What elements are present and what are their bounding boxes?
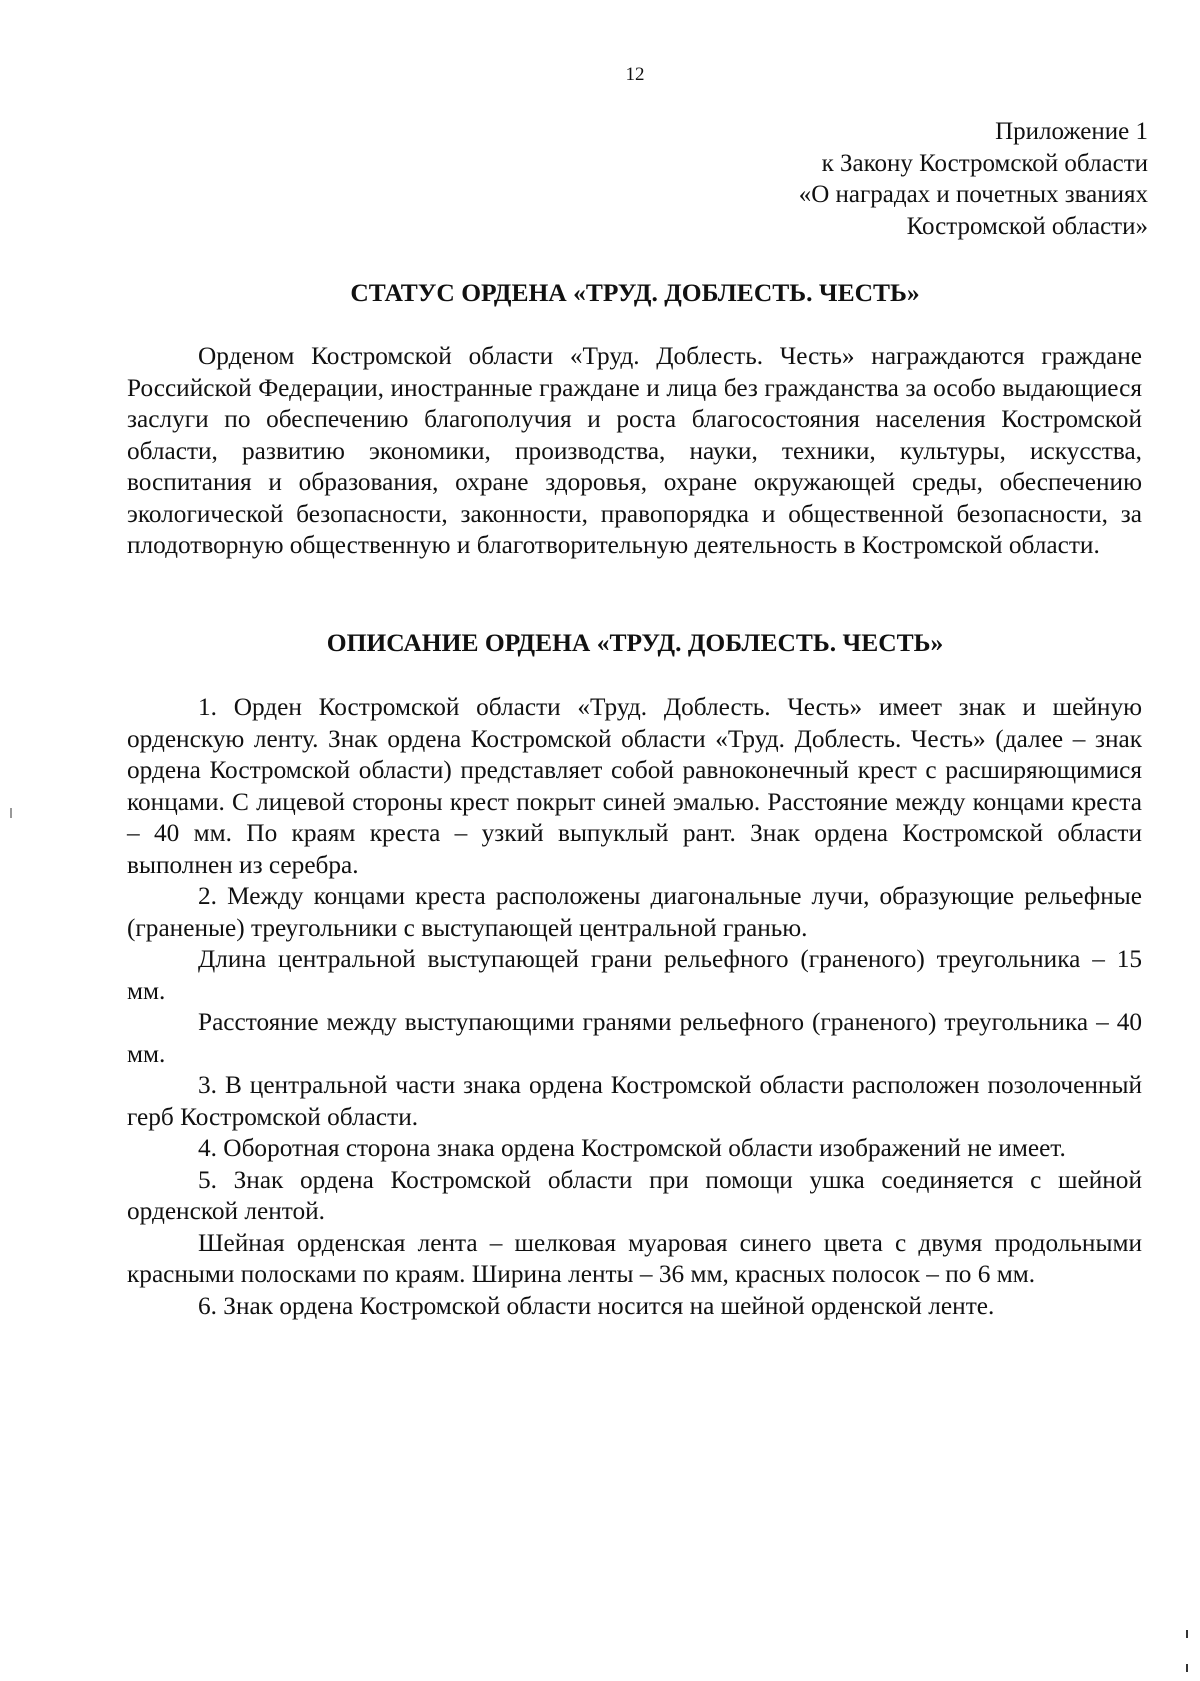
appendix-line: Костромской области» — [906, 212, 1148, 240]
appendix-line: Приложение 1 — [995, 118, 1148, 145]
page-number: 12 — [625, 64, 645, 85]
description-paragraph: 3. В центральной части знака ордена Костромской области расположен позолоченный герб Костромской области. — [127, 1071, 1142, 1131]
description-paragraph: 2. Между концами креста расположены диагональные лучи, образующие рельефные (граненые) треугольники с выступающей центральной гранью. — [127, 882, 1142, 942]
status-section — [127, 341, 1142, 562]
status-heading: СТАТУС ОРДЕНА «ТРУД. ДОБЛЕСТЬ. ЧЕСТЬ» — [350, 278, 920, 307]
description-paragraph: 5. Знак ордена Костромской области при помощи ушка соединяется с шейной орденской лентой. — [127, 1165, 1142, 1225]
appendix-line: к Закону Костромской области — [821, 149, 1148, 177]
description-paragraph: 1. Орден Костромской области «Труд. Доблесть. Честь» имеет знак и шейную орденскую ленту. Знак ордена Костромской области «Труд. Доблесть. Честь» (далее – знак ордена Костромской области) представляет собой равноконечный крест с расширяющимися концами. С лицевой стороны крест покрыт синей эмалью. Расстояние между концами креста – 40 мм. По краям креста – узкий выпуклый рант. Знак ордена Костромской области выполнен из серебра. — [127, 693, 1142, 879]
description-section — [127, 692, 1142, 1322]
description-paragraph: 4. Оборотная сторона знака ордена Костромской области изображений не имеет. — [198, 1134, 1066, 1162]
appendix-line: «О наградах и почетных званиях — [798, 181, 1148, 208]
scan-speck — [1186, 1664, 1188, 1672]
description-paragraph: Длина центральной выступающей грани рельефного (граненого) треугольника – 15 мм. — [127, 945, 1142, 1005]
description-heading: ОПИСАНИЕ ОРДЕНА «ТРУД. ДОБЛЕСТЬ. ЧЕСТЬ» — [326, 628, 944, 657]
description-paragraph: Шейная орденская лента – шелковая муаровая синего цвета с двумя продольными красными полосками по краям. Ширина ленты – 36 мм, красных полосок – по 6 мм. — [127, 1228, 1142, 1288]
scan-speck — [1186, 1630, 1188, 1638]
scan-speck — [10, 808, 12, 818]
status-paragraph: Орденом Костромской области «Труд. Доблесть. Честь» награждаются граждане Российской Федерации, иностранные граждане и лица без гражданства за особо выдающиеся заслуги по обеспечению благополучия и роста благосостояния населения Костромской области, развитию экономики, производства, науки, техники, культуры, искусства, воспитания и образования, охране здоровья, охране окружающей среды, обеспечению экологической безопасности, законности, правопорядка и общественной безопасности, за плодотворную общественную и благотворительную деятельность в Костромской области. — [127, 342, 1142, 559]
description-paragraph: Расстояние между выступающими гранями рельефного (граненого) треугольника – 40 мм. — [127, 1008, 1142, 1068]
description-paragraph: 6. Знак ордена Костромской области носится на шейной орденской ленте. — [198, 1291, 995, 1320]
appendix-reference — [799, 116, 1148, 242]
